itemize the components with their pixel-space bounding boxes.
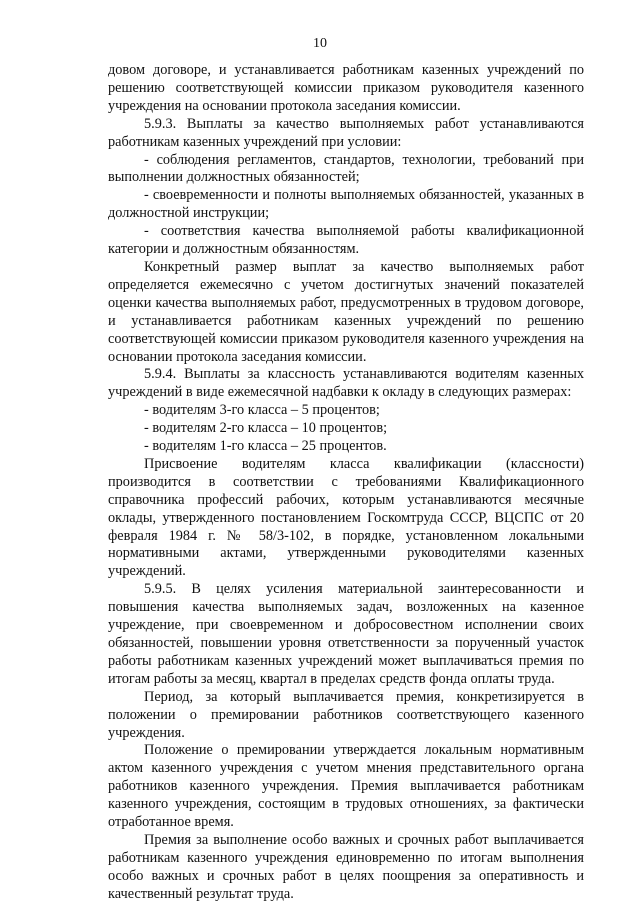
paragraph-bonus-regulation: Положение о премировании утверждается локальным нормативным актом казенного учреждения с учетом мнения представительного органа работников казенного учреждения. Премия выплачивается работникам казенного учреждения, состоящим в трудовых отношениях, за фактически отработанное время. (108, 742, 584, 831)
paragraph-class-assignment: Присвоение водителям класса квалификации (классности) производится в соответствии с требованиями Квалификационного справочника профессий рабочих, которым устанавливаются месячные оклады, утвержденного постановлением Госкомтруда СССР, ВЦСПС от 20 февраля 1984 г. № 58/3-102, в порядке, установленном локальными нормативными актами, утвержденными руководителями казенных учреждений. (108, 455, 584, 580)
paragraph-urgent-work-bonus: Премия за выполнение особо важных и срочных работ выплачивается работникам казенного учреждения единовременно по итогам выполнения особо важных и срочных работ в целях поощрения за оперативность и качественный результат труда. (108, 831, 584, 902)
list-item-regulations: - соблюдения регламентов, стандартов, технологии, требований при выполнении должностных обязанностей; (108, 151, 584, 186)
list-item-qualification: - соответствия качества выполняемой работы квалификационной категории и должностным обязанностям. (108, 223, 584, 258)
list-item-class-1: - водителям 1-го класса – 25 процентов. (144, 438, 387, 455)
list-item-timeliness: - своевременности и полноты выполняемых обязанностей, указанных в должностной инструкции; (108, 187, 584, 222)
paragraph-bonus-period: Период, за который выплачивается премия, конкретизируется в положении о премировании работников соответствующего казенного учреждения. (108, 688, 584, 741)
list-item-class-3: - водителям 3-го класса – 5 процентов; (144, 402, 380, 419)
paragraph-5-9-5: 5.9.5. В целях усиления материальной заинтересованности и повышения качества выполняемых задач, возложенных на казенное учреждение, при своевременном и добросовестном исполнении своих обязанностей, повышении уровня ответственности за порученный участок работы работникам казенных учреждений может выплачиваться премия по итогам работы за месяц, квартал в пределах средств фонда оплаты труда. (108, 581, 584, 687)
paragraph-continuation: довом договоре, и устанавливается работникам казенных учреждений по решению соответствующей комиссии приказом руководителя казенного учреждения на основании протокола заседания комиссии. (108, 62, 584, 114)
page-number: 10 (313, 36, 327, 51)
list-item-class-2: - водителям 2-го класса – 10 процентов; (144, 420, 388, 437)
document-body (108, 62, 584, 904)
paragraph-5-9-4: 5.9.4. Выплаты за классность устанавливаются водителям казенных учреждений в виде ежемесячной надбавки к окладу в следующих размерах: (108, 366, 584, 401)
paragraph-5-9-3: 5.9.3. Выплаты за качество выполняемых работ устанавливаются работникам казенных учреждений при условии: (108, 115, 584, 150)
paragraph-quality-amount: Конкретный размер выплат за качество выполняемых работ определяется ежемесячно с учетом достигнутых значений показателей оценки качества выполняемых работ, предусмотренных в трудовом договоре, и устанавливается работникам казенных учреждений по решению соответствующей комиссии приказом руководителя казенного учреждения на основании протокола заседания комиссии. (108, 258, 584, 365)
